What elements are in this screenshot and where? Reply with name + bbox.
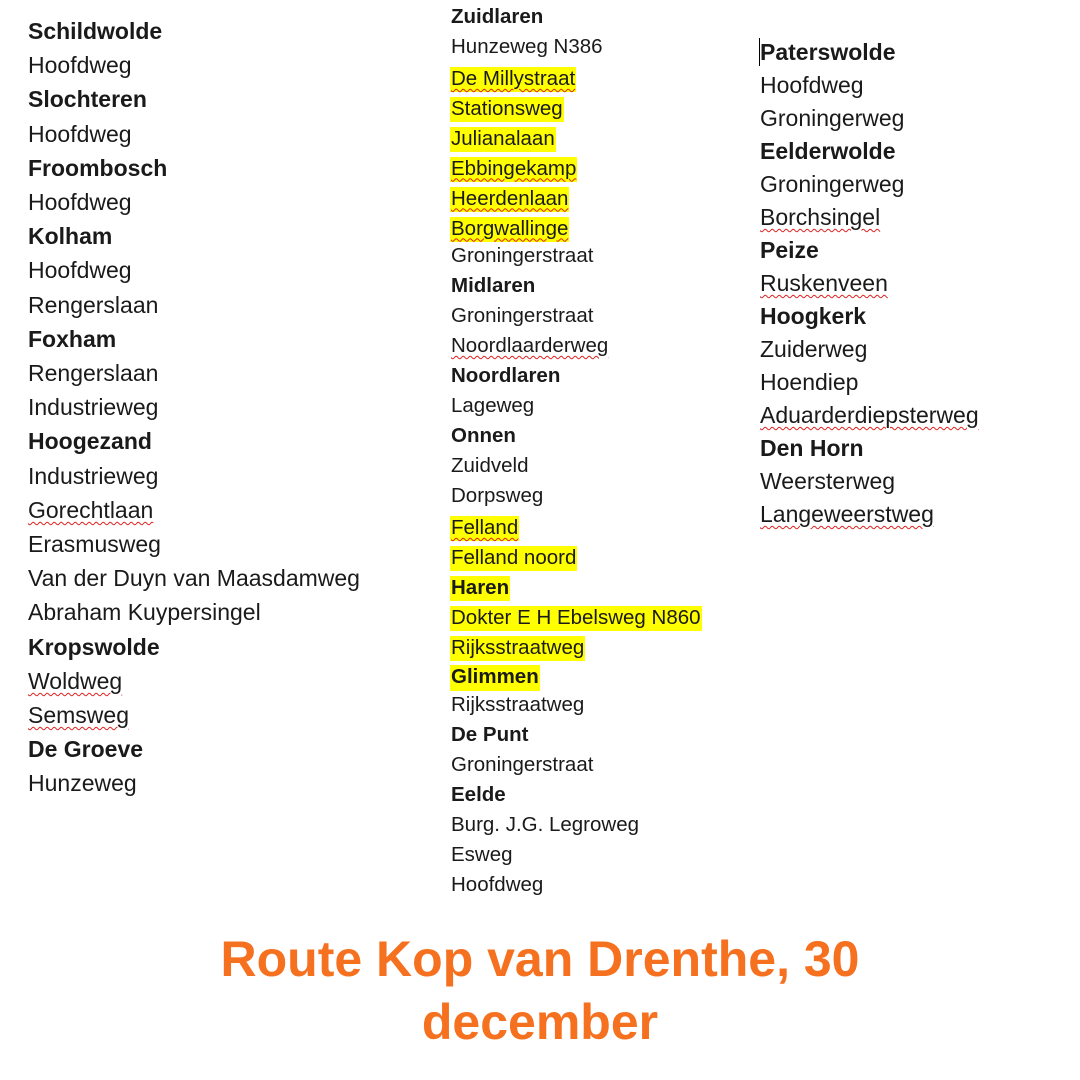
street-name: Heerdenlaan xyxy=(450,187,569,213)
town-name: Froombosch xyxy=(28,154,168,181)
town-name: Schildwolde xyxy=(28,18,163,44)
street-name: Hoofdweg xyxy=(28,52,132,79)
street-name: Abraham Kuypersingel xyxy=(28,599,261,626)
street-name: Van der Duyn van Maasdamweg xyxy=(28,565,360,592)
text-cursor xyxy=(759,38,760,66)
town-name: Zuidlaren xyxy=(451,5,544,28)
street-name: Rijksstraatweg xyxy=(450,636,585,662)
street-name: Semsweg xyxy=(28,702,129,728)
page-title xyxy=(0,928,1080,1054)
street-name: Groningerweg xyxy=(760,171,905,197)
street-name: Felland noord xyxy=(450,546,577,572)
street-name: Hoofdweg xyxy=(28,120,132,147)
town-name: Haren xyxy=(450,576,510,602)
town-name: Hoogezand xyxy=(28,428,152,455)
street-name: Groningerweg xyxy=(760,105,905,131)
street-name: Aduarderdiepsterweg xyxy=(760,402,979,428)
title-line-1: Route Kop van Drenthe, 30 xyxy=(220,931,860,987)
street-name: Esweg xyxy=(451,843,513,867)
street-name: Groningerstraat xyxy=(451,753,594,777)
street-name: Industrieweg xyxy=(28,462,159,489)
street-name: Langeweerstweg xyxy=(760,501,934,527)
town-name: Slochteren xyxy=(28,86,147,113)
street-name: Gorechtlaan xyxy=(28,496,154,523)
street-name: Burg. J.G. Legroweg xyxy=(451,813,640,837)
town-name: De Groeve xyxy=(28,736,144,763)
street-name: Rengerslaan xyxy=(28,360,159,386)
street-name: Dorpsweg xyxy=(451,483,544,507)
street-name: Julianalaan xyxy=(450,127,556,153)
street-name: Zuidveld xyxy=(451,453,529,477)
street-name: Woldweg xyxy=(28,667,123,694)
street-name: Stationsweg xyxy=(450,97,564,123)
street-name: Weersterweg xyxy=(760,468,896,494)
town-name: Eelde xyxy=(451,783,506,807)
town-name: Glimmen xyxy=(450,665,540,691)
town-name: Midlaren xyxy=(451,274,536,298)
street-name: Hunzeweg N386 xyxy=(451,34,603,58)
street-name: Borgwallinge xyxy=(450,217,569,243)
title-line-2: december xyxy=(421,994,659,1050)
town-name: Eelderwolde xyxy=(760,138,896,164)
town-name: Foxham xyxy=(28,325,117,352)
street-name: Groningerstraat xyxy=(451,304,594,328)
street-name: Ebbingekamp xyxy=(450,157,577,183)
town-name: Kolham xyxy=(28,223,113,250)
street-name: Hoofdweg xyxy=(28,257,132,284)
street-name: Lageweg xyxy=(451,394,535,418)
town-name: Onnen xyxy=(451,424,516,448)
street-name: Zuiderweg xyxy=(760,336,868,362)
street-name: Hoofdweg xyxy=(28,189,132,215)
street-name: Borchsingel xyxy=(760,204,881,230)
street-name: Rijksstraatweg xyxy=(451,693,585,717)
street-name: Hoendiep xyxy=(760,369,859,395)
street-name: Industrieweg xyxy=(28,394,159,421)
town-name: Peize xyxy=(760,237,819,263)
town-name: De Punt xyxy=(451,723,529,747)
street-name: Hoofdweg xyxy=(451,872,544,896)
town-name: Den Horn xyxy=(760,435,864,461)
street-name: Hunzeweg xyxy=(28,770,137,797)
street-name: Ruskenveen xyxy=(760,270,888,296)
street-name: Rengerslaan xyxy=(28,291,159,318)
town-name: Kropswolde xyxy=(28,633,160,660)
street-name: De Millystraat xyxy=(450,67,576,93)
street-name: Noordlaarderweg xyxy=(451,334,609,358)
street-name: Erasmusweg xyxy=(28,531,161,557)
town-name: Paterswolde xyxy=(760,39,896,65)
street-name: Dokter E H Ebelsweg N860 xyxy=(450,606,702,632)
town-name: Hoogkerk xyxy=(760,303,867,329)
street-name: Felland xyxy=(450,516,519,542)
town-name: Noordlaren xyxy=(451,364,561,388)
street-name: Groningerstraat xyxy=(451,244,594,268)
street-name: Hoofdweg xyxy=(760,72,864,98)
